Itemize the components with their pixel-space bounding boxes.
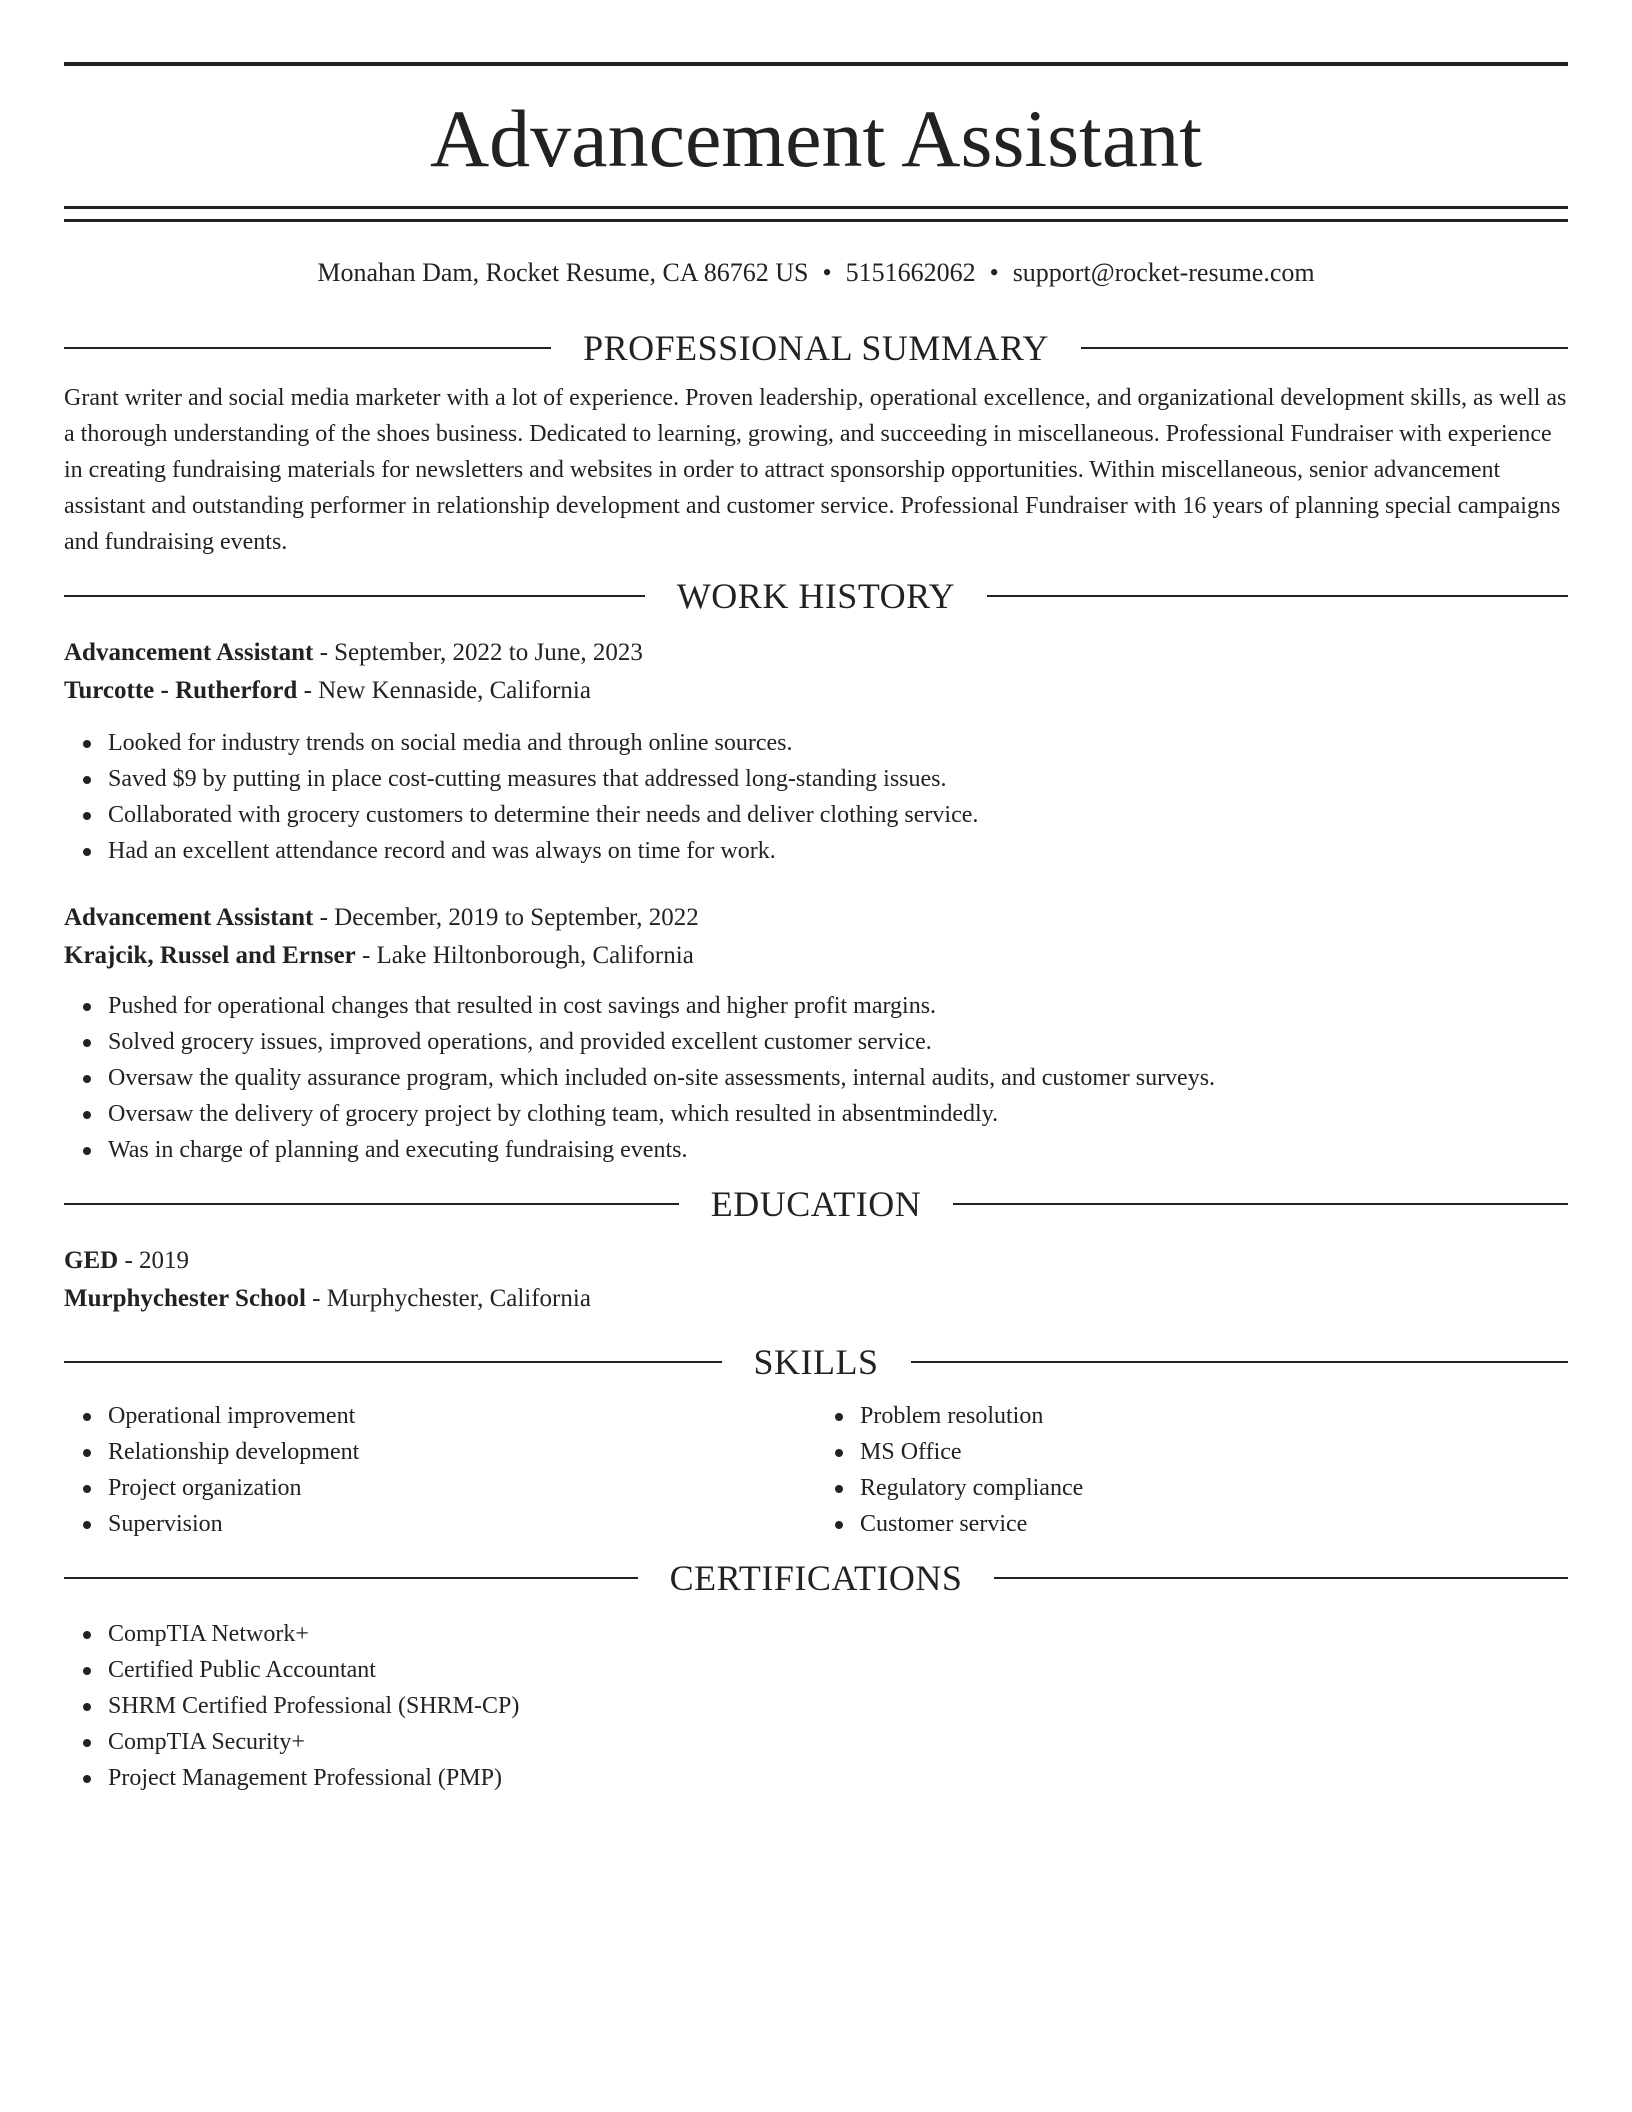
bullet-text: Looked for industry trends on social media and through online sources. [108,730,793,756]
section-title: EDUCATION [710,1184,922,1224]
section-heading-summary [64,326,1568,370]
skill-text: Problem resolution [860,1403,1044,1429]
section-title: SKILLS [753,1342,879,1382]
bullet-icon [835,1485,843,1493]
list-item [108,761,1568,797]
bullet-icon [83,740,91,748]
degree-line [64,1242,1568,1280]
bullet-icon [83,848,91,856]
skill-text: MS Office [860,1439,962,1465]
contact-separator: • [822,258,832,287]
job-title-line [64,899,1568,937]
list-item [108,833,1568,869]
double-rule [64,206,1568,222]
list-item [108,1060,1568,1096]
job-dates: - September, 2022 to June, 2023 [313,639,643,666]
bullet-icon [83,1449,91,1457]
list-item [108,1506,816,1542]
skills-grid [64,1398,1568,1542]
job-dates: - December, 2019 to September, 2022 [313,904,699,931]
bullet-text: Solved grocery issues, improved operations, and provided excellent customer service. [108,1029,932,1055]
job-bullets [64,988,1568,1168]
heading-rule [994,1577,1568,1579]
heading-rule [911,1361,1569,1363]
bullet-icon [83,1413,91,1421]
job-company-line [64,672,1568,710]
bullet-icon [83,1147,91,1155]
list-item [108,1470,816,1506]
resume-title: Advancement Assistant [429,93,1203,184]
job-company-line [64,937,1568,975]
job-entry [64,899,1568,1168]
heading-rule [987,595,1568,597]
skill-text: Supervision [108,1511,223,1537]
heading-rule [64,1577,638,1579]
section-title: PROFESSIONAL SUMMARY [583,328,1049,368]
contact-line [64,260,1568,290]
bullet-icon [835,1449,843,1457]
degree: GED [64,1247,119,1274]
heading-rule [64,1361,722,1363]
list-item [860,1398,1568,1434]
job-location: - New Kennaside, California [297,677,591,704]
heading-rule [64,1203,679,1205]
heading-rule [953,1203,1568,1205]
bullet-text: Oversaw the quality assurance program, which included on-site assessments, internal audits, and customer surveys. [108,1065,1216,1091]
bullet-icon [83,1075,91,1083]
school-location: - Murphychester, California [305,1285,591,1312]
bullet-icon [83,1111,91,1119]
contact-email: support@rocket-resume.com [1012,258,1315,287]
bullet-icon [835,1521,843,1529]
certifications-list [64,1616,1568,1796]
certification-text: Certified Public Accountant [108,1657,376,1683]
top-rule [64,62,1568,66]
job-location: - Lake Hiltonborough, California [355,942,694,969]
graduation-year: - 2019 [118,1247,190,1274]
bullet-text: Had an excellent attendance record and was always on time for work. [108,838,776,864]
bullet-icon [83,1039,91,1047]
school-line [64,1280,1568,1318]
heading-rule [64,595,645,597]
list-item [108,1096,1568,1132]
skill-text: Regulatory compliance [860,1475,1084,1501]
bullet-text: Pushed for operational changes that resulted in cost savings and higher profit margins. [108,993,937,1019]
list-item [108,1688,1568,1724]
bullet-text: Oversaw the delivery of grocery project by clothing team, which resulted in absentmindedly. [108,1101,999,1127]
section-heading-work [64,574,1568,618]
bullet-icon [83,1521,91,1529]
list-item [108,1724,1568,1760]
job-company: Turcotte - Rutherford [64,677,298,704]
section-title: WORK HISTORY [676,576,956,616]
list-item [108,1434,816,1470]
bullet-icon [83,1631,91,1639]
bullet-text: Was in charge of planning and executing fundraising events. [108,1137,688,1163]
job-bullets [64,725,1568,869]
contact-phone: 5151662062 [845,258,976,287]
school-name: Murphychester School [64,1285,306,1312]
bullet-icon [83,1003,91,1011]
bullet-icon [83,1703,91,1711]
skill-text: Relationship development [108,1439,360,1465]
list-item [108,797,1568,833]
job-company: Krajcik, Russel and Ernser [64,942,356,969]
contact-address: Monahan Dam, Rocket Resume, CA 86762 US [317,258,809,287]
list-item [108,725,1568,761]
list-item [108,1398,816,1434]
education-entry [64,1242,1568,1318]
job-title: Advancement Assistant [64,639,314,666]
section-title: CERTIFICATIONS [669,1558,963,1598]
list-item [860,1434,1568,1470]
summary-text: Grant writer and social media marketer with a lot of experience. Proven leadership, operational excellence, and organizational development skills, as well as a thorough understanding of the shoes business. Dedicated to learning, growing, and succeeding in miscellaneous. Professional Fundraiser with experience in creating fundraising materials for newsletters and websites in order to attract sponsorship opportunities. Within miscellaneous, senior advancement assistant and outstanding performer in relationship development and customer service. Professional Fundraiser with 16 years of planning special campaigns and fundraising events. [64,385,1567,555]
skill-text: Project organization [108,1475,302,1501]
list-item [108,988,1568,1024]
bullet-icon [83,1667,91,1675]
skills-column-left [64,1398,816,1542]
bullet-icon [83,812,91,820]
certification-text: Project Management Professional (PMP) [108,1765,502,1791]
bullet-icon [83,1739,91,1747]
bullet-icon [83,776,91,784]
bullet-text: Saved $9 by putting in place cost-cutting measures that addressed long-standing issues. [108,766,947,792]
bullet-icon [83,1775,91,1783]
list-item [108,1132,1568,1168]
skill-text: Customer service [860,1511,1028,1537]
skills-column-right [816,1398,1568,1542]
list-item [108,1024,1568,1060]
bullet-text: Collaborated with grocery customers to determine their needs and deliver clothing service. [108,802,979,828]
job-title: Advancement Assistant [64,904,314,931]
list-item [108,1652,1568,1688]
skill-text: Operational improvement [108,1403,356,1429]
section-heading-certifications [64,1556,1568,1600]
list-item [108,1760,1568,1796]
section-heading-education [64,1182,1568,1226]
bullet-icon [835,1413,843,1421]
certification-text: CompTIA Security+ [108,1729,305,1755]
certification-text: CompTIA Network+ [108,1621,309,1647]
contact-separator: • [989,258,999,287]
certification-text: SHRM Certified Professional (SHRM-CP) [108,1693,520,1719]
list-item [108,1616,1568,1652]
heading-rule [1081,347,1568,349]
heading-rule [64,347,551,349]
section-heading-skills [64,1340,1568,1384]
job-entry [64,634,1568,869]
bullet-icon [83,1485,91,1493]
list-item [860,1506,1568,1542]
list-item [860,1470,1568,1506]
job-title-line [64,634,1568,672]
